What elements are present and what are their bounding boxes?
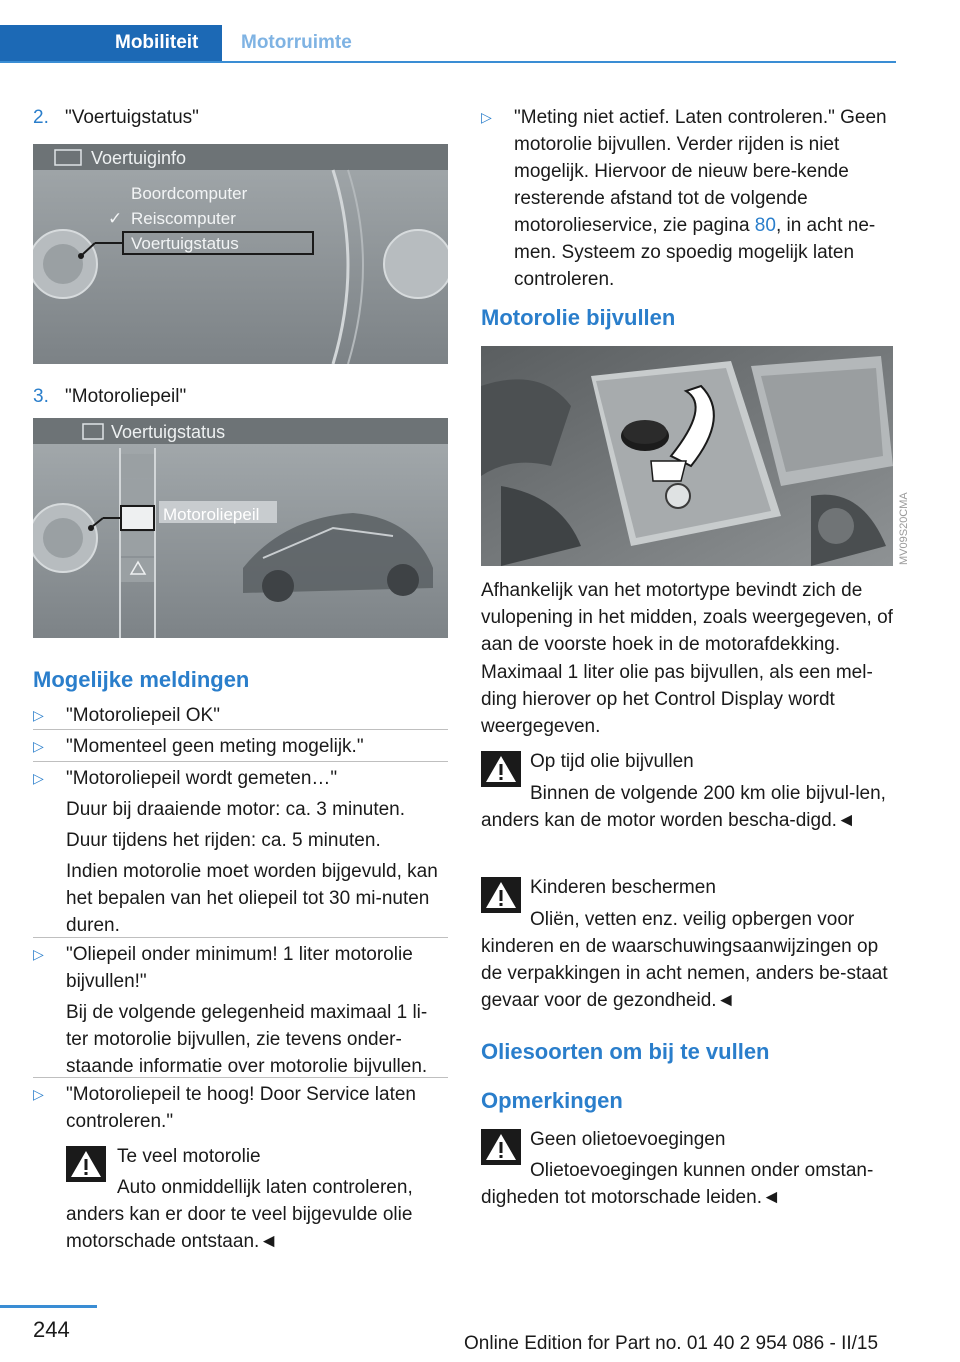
heading-oliesoorten: Oliesoorten om bij te vullen [481, 1039, 770, 1064]
message-item [33, 765, 448, 939]
step-3 [33, 383, 186, 410]
triangle-bullet-icon: ▷ [33, 707, 44, 723]
header-tabs [0, 25, 896, 63]
triangle-bullet-icon: ▷ [33, 946, 44, 962]
triangle-bullet-icon: ▷ [33, 1086, 44, 1102]
footer-accent-line [0, 1305, 97, 1308]
message-item [33, 941, 448, 1080]
divider [33, 761, 448, 762]
engine-photo [481, 346, 893, 566]
divider [33, 1077, 448, 1078]
triangle-bullet-icon: ▷ [33, 770, 44, 786]
step-2 [33, 104, 199, 131]
vehicle-status-graphic [33, 418, 448, 638]
triangle-bullet-icon: ▷ [33, 738, 44, 754]
message-text: "Momenteel geen meting mogelijk." [66, 736, 364, 757]
message-detail: Duur bij draaiende motor: ca. 3 minuten. [66, 799, 406, 820]
warning-block [481, 1126, 895, 1153]
triangle-bullet-icon: ▷ [481, 109, 492, 125]
step-text: "Voertuigstatus" [65, 107, 199, 128]
warning-body: Auto onmiddellijk laten controleren, anders kan er door te veel bijgevulde olie motorschade ontstaan.◄ [66, 1177, 413, 1252]
step-number: 3. [33, 386, 49, 407]
message-text: "Motoroliepeil OK" [66, 705, 220, 726]
message-text: "Motoroliepeil te hoog! Door Service laten controleren." [66, 1084, 416, 1132]
message-detail: Duur tijdens het rijden: ca. 5 minuten. [66, 830, 381, 851]
heading-opmerkingen: Opmerkingen [481, 1088, 623, 1113]
message-item [33, 702, 448, 729]
menu-item-boordcomputer: Boordcomputer [131, 184, 248, 203]
warning-block [481, 748, 895, 775]
step-text: "Motoroliepeil" [65, 386, 187, 407]
menu-item-reiscomputer: Reiscomputer [131, 209, 236, 228]
idrive-screen-graphic [33, 144, 448, 364]
message-detail: Bij de volgende gelegenheid maximaal 1 li-ter motorolie bijvullen, zie tevens onder-staande informatie over motorolie bijvullen. [66, 1002, 428, 1077]
warning-body: Oliën, vetten enz. veilig opbergen voor kinderen en de waarschuwingsaanwijzingen op de verpakkingen in acht nemen, anders be-staat gevaar voor de gezondheid.◄ [481, 909, 888, 1011]
edition-text: Online Edition for Part no. 01 40 2 954 086 - II/15 [464, 1333, 879, 1354]
warning-title: Geen olietoevoegingen [530, 1129, 726, 1150]
photo-code: MV09S20CMA [898, 492, 910, 565]
warning-body: Binnen de volgende 200 km olie bijvul-len, anders kan de motor worden bescha-digd.◄ [481, 783, 886, 831]
check-icon: ✓ [108, 209, 123, 228]
step-number: 2. [33, 107, 49, 128]
message-item [33, 1081, 448, 1135]
warning-body: Olietoevoegingen kunnen onder omstan-digheden tot motorschade leiden.◄ [481, 1160, 874, 1208]
engine-bay-graphic [481, 346, 893, 566]
screen-title: Voertuiginfo [91, 148, 187, 168]
warning-title: Te veel motorolie [117, 1146, 261, 1167]
divider [33, 937, 448, 938]
page-number: 244 [33, 1317, 70, 1342]
page-link[interactable]: 80 [754, 215, 776, 236]
heading-mogelijke-meldingen: Mogelijke meldingen [33, 667, 250, 692]
message-text: "Oliepeil onder minimum! 1 liter motorolie bijvullen!" [66, 944, 413, 992]
message-item [33, 733, 448, 760]
message-text-part: , in acht ne-men. Systeem zo spoedig mogelijk laten controleren. [514, 215, 876, 290]
message-text: "Motoroliepeil wordt gemeten…" [66, 768, 338, 789]
heading-motorolie-bijvullen: Motorolie bijvullen [481, 305, 676, 330]
message-item [481, 104, 895, 293]
divider [33, 729, 448, 730]
warning-block [481, 874, 895, 901]
message-text-part: "Meting niet actief. Laten controleren." Geen motorolie bijvullen. Verder rijden is niet mogelijk. Hiervoor de nieuw bere-kende resterende afstand tot de volgende motorolieservice, zie pagina [514, 107, 887, 236]
warning-title: Kinderen beschermen [530, 877, 716, 898]
screen-title: Voertuigstatus [111, 422, 226, 442]
warning-title: Op tijd olie bijvullen [530, 751, 694, 772]
warning-block [66, 1143, 448, 1170]
paragraph-max-oil: Maximaal 1 liter olie pas bijvullen, als een mel-ding hierover op het Control Display wordt weergegeven. [481, 662, 873, 737]
motoroliepeil-label: Motoroliepeil [163, 505, 260, 524]
paragraph-fill-opening: Afhankelijk van het motortype bevindt zich de vulopening in het midden, zoals weergegeven, of aan de voorste hoek in de motorafdekking. [481, 580, 893, 655]
idrive-screenshot-voertuiginfo [33, 144, 448, 364]
tab-motorruimte[interactable]: Motorruimte [241, 32, 352, 53]
menu-item-voertuigstatus: Voertuigstatus [131, 234, 239, 253]
message-text [514, 104, 895, 293]
message-detail: Indien motorolie moet worden bijgevuld, kan het bepalen van het oliepeil tot 30 mi-nuten duren. [66, 861, 438, 936]
idrive-screenshot-voertuigstatus [33, 418, 448, 638]
tab-mobiliteit[interactable]: Mobiliteit [0, 25, 222, 61]
